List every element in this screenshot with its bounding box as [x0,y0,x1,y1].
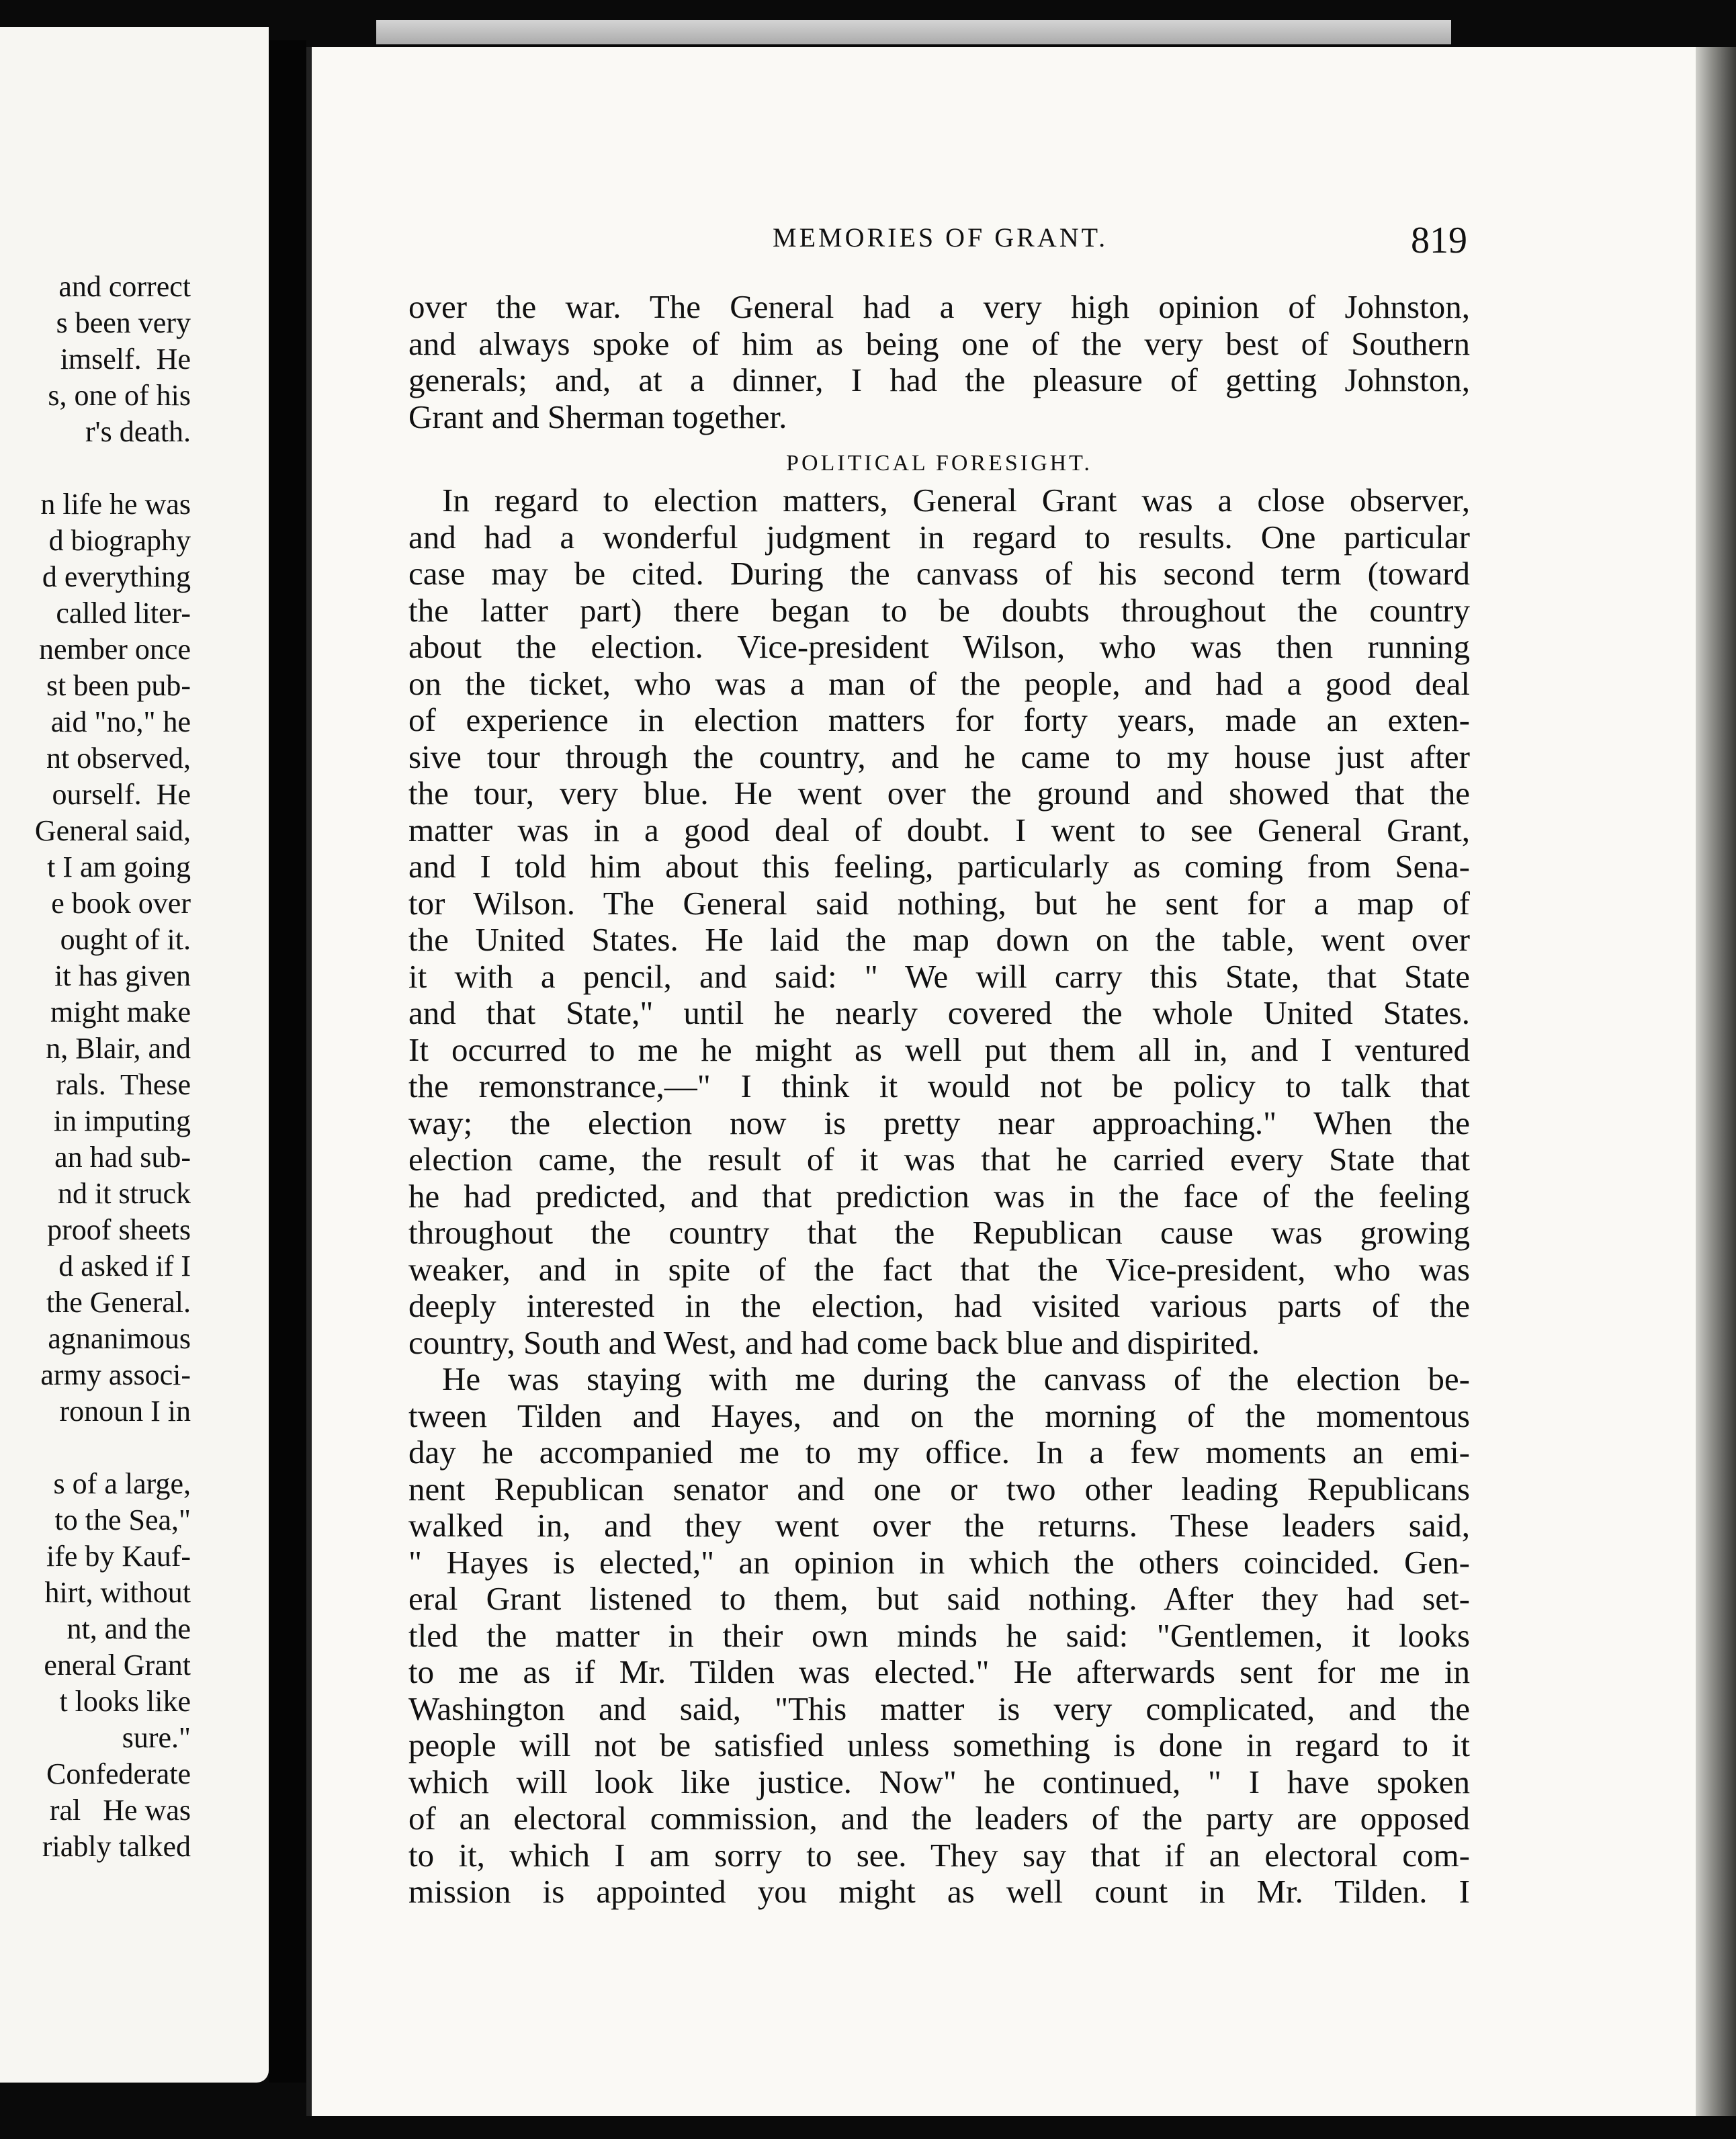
facing-page-line [0,450,191,486]
facing-page-line: nd it struck [58,1177,191,1210]
page-top-edge [376,20,1451,44]
text-line: tor Wilson. The General said nothing, but he sent for a map of [408,884,1470,922]
text-line: tween Tilden and Hayes, and on the morning of the momentous [408,1397,1470,1434]
text-line: nent Republican senator and one or two other leading Republicans [408,1470,1470,1508]
facing-page-line: r's death. [85,415,191,448]
facing-page-line: d everything [42,560,191,593]
facing-page-line: in imputing [53,1104,191,1137]
text-line: mission is appointed you might as well count in Mr. Tilden. I [408,1873,1470,1910]
facing-page-line: hirt, without [44,1576,191,1609]
page-number: 819 [1411,220,1467,261]
text-line: throughout the country that the Republican cause was growing [408,1214,1470,1251]
running-title: MEMORIES OF GRANT. [773,222,1109,253]
facing-page-line: ought of it. [60,923,191,956]
facing-page-line: e book over [51,887,191,920]
facing-page-line: Confederate [46,1757,191,1790]
facing-page-line: d biography [48,524,191,557]
facing-page-line: proof sheets [47,1213,191,1246]
facing-page-line: aid "no," he [50,705,191,738]
text-line: of experience in election matters for forty years, made an exten- [408,701,1470,738]
text-line: the tour, very blue. He went over the ground and showed that the [408,775,1470,812]
facing-page-line: the General. [46,1286,191,1319]
facing-page-line: n life he was [40,488,191,521]
text-line: In regard to election matters, General Grant was a close observer, [442,482,1470,519]
facing-page-line: t looks like [59,1685,191,1718]
facing-page-line: called liter- [56,597,191,629]
facing-page-line: d asked if I [58,1250,191,1282]
facing-page-line: nember once [39,633,191,666]
text-line: on the ticket, who was a man of the people, and had a good deal [408,664,1470,702]
facing-page-line: n, Blair, and [46,1032,191,1065]
facing-page-line: nt observed, [46,742,191,775]
text-line: walked in, and they went over the returns. These leaders said, [408,1507,1470,1544]
text-line: and always spoke of him as being one of the very best of Southern [408,324,1470,362]
text-line: eral Grant listened to them, but said nothing. After they had set- [408,1580,1470,1617]
facing-page-line: imself. He [60,343,191,376]
text-line: the remonstrance,—" I think it would not be policy to talk that [408,1067,1470,1104]
text-line: weaker, and in spite of the fact that the Vice-president, who was [408,1250,1470,1288]
text-line: and that State," until he nearly covered the whole United States. [408,994,1470,1031]
facing-page-line: an had sub- [54,1141,191,1174]
text-line: Washington and said, "This matter is very complicated, and the [408,1690,1470,1727]
facing-page-line: ourself. He [52,778,191,811]
text-line: tled the matter in their own minds he said: "Gentlemen, it looks [408,1616,1470,1654]
text-line: the United States. He laid the map down on the table, went over [408,921,1470,958]
text-line: " Hayes is elected," an opinion in which the others coincided. Gen- [408,1543,1470,1581]
text-line: to it, which I am sorry to see. They say that if an electoral com- [408,1836,1470,1874]
facing-page [0,27,269,2083]
text-line: he had predicted, and that prediction was in the face of the feeling [408,1177,1470,1215]
facing-page-line: s of a large, [53,1467,191,1500]
facing-page-line: General said, [34,814,191,847]
facing-page-line: ral He was [49,1794,191,1827]
page-stack-edge [1696,47,1736,2116]
facing-page-line: eneral Grant [44,1649,191,1682]
text-line: the latter part) there began to be doubts throughout the country [408,591,1470,629]
facing-page-line: riably talked [42,1830,191,1863]
text-line: case may be cited. During the canvass of his second term (toward [408,555,1470,592]
text-line: sive tour through the country, and he came to my house just after [408,738,1470,775]
text-line: and I told him about this feeling, particularly as coming from Sena- [408,848,1470,885]
text-line: He was staying with me during the canvass of the election be- [442,1360,1470,1397]
text-line: generals; and, at a dinner, I had the pleasure of getting Johnston, [408,361,1470,398]
text-line: over the war. The General had a very high opinion of Johnston, [408,288,1470,325]
facing-page-line: ronoun I in [59,1395,191,1428]
facing-page-line: agnanimous [48,1322,191,1355]
text-line: country, South and West, and had come back blue and dispirited. [408,1323,1260,1361]
facing-page-line: st been pub- [46,669,191,702]
text-line: of an electoral commission, and the leaders of the party are opposed [408,1800,1470,1837]
text-line: people will not be satisfied unless something is done in regard to it [408,1727,1470,1763]
facing-page-line [0,1430,191,1466]
text-line: election came, the result of it was that he carried every State that [408,1141,1470,1178]
facing-page-line: rals. These [56,1068,191,1101]
text-line: deeply interested in the election, had visited various parts of the [408,1287,1470,1324]
facing-page-line: and correct [58,270,191,303]
text-line: day he accompanied me to my office. In a few moments an emi- [408,1434,1470,1471]
facing-page-line: nt, and the [67,1612,191,1645]
facing-page-text [0,269,191,1865]
facing-page-line: sure." [122,1721,191,1754]
text-line: way; the election now is pretty near approaching." When the [408,1104,1470,1141]
binding-gutter [269,40,306,2083]
text-line: which will look like justice. Now" he continued, " I have spoken [408,1763,1470,1800]
paragraph [408,482,1470,1361]
facing-page-line: s, one of his [48,379,191,412]
page-body [408,289,1470,1911]
text-line: it with a pencil, and said: " We will carry this State, that State [408,957,1470,995]
paragraph [408,289,1470,435]
facing-page-line: to the Sea," [54,1503,191,1536]
facing-page-line: s been very [56,306,191,339]
facing-page-line: might make [50,996,191,1029]
facing-page-line: army associ- [40,1358,191,1391]
paragraph [408,1361,1470,1911]
text-line: and had a wonderful judgment in regard to results. One particular [408,518,1470,556]
text-line: matter was in a good deal of doubt. I went to see General Grant, [408,811,1470,848]
facing-page-line: ife by Kauf- [46,1540,191,1573]
facing-page-line: t I am going [47,850,191,883]
facing-page-line: it has given [54,959,191,992]
text-line: about the election. Vice-president Wilson, who was then running [408,628,1470,665]
text-line: Grant and Sherman together. [408,398,787,435]
text-line: It occurred to me he might as well put them all in, and I ventured [408,1031,1470,1068]
section-heading: POLITICAL FORESIGHT. [786,451,1092,476]
text-line: to me as if Mr. Tilden was elected." He afterwards sent for me in [408,1653,1470,1690]
